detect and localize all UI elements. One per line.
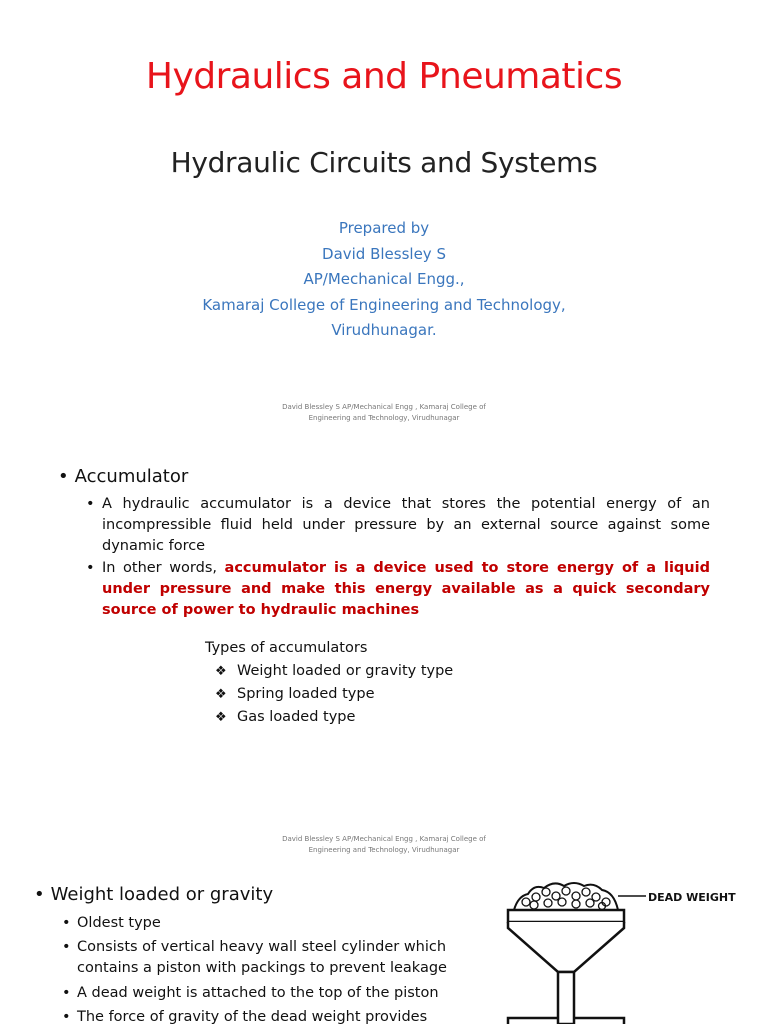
heading-text: Weight loaded or gravity (50, 884, 274, 905)
presentation-subtitle: Hydraulic Circuits and Systems (170, 146, 598, 179)
bullet-item (62, 983, 470, 1004)
dead-weight-accumulator-figure (478, 872, 740, 1024)
bullet-text (102, 558, 710, 621)
weight-container (508, 910, 624, 972)
weight-loaded-heading (34, 884, 273, 905)
bullet-item (62, 1007, 470, 1028)
accumulator-slide (0, 432, 768, 864)
footer-line: David Blessley S AP/Mechanical Engg , Kamaraj College of (282, 835, 486, 843)
types-heading: Types of accumulators (205, 640, 368, 656)
weight-loaded-slide (0, 864, 768, 1024)
accumulator-types (205, 637, 453, 729)
bullet-definition (86, 494, 710, 557)
dead-weight-label: DEAD WEIGHT (648, 891, 736, 904)
footer-line: Engineering and Technology, Virudhunagar (308, 846, 460, 854)
bullet-dot: • (62, 985, 71, 1001)
heading-text: Accumulator (74, 466, 189, 487)
author-line: Virudhunagar. (331, 321, 437, 339)
type-item (205, 706, 453, 729)
footer-line: Engineering and Technology, Virudhunagar (308, 414, 460, 422)
title-slide (0, 0, 768, 432)
bullet-dot: • (62, 915, 71, 931)
accumulator-heading (58, 466, 188, 487)
emphasis-text: accumulator is a device used to store energy of a liquid under pressure and make this energy available as a quick secondary source of power to hydraulic machines (102, 560, 710, 618)
bullet-prefix: In other words, (102, 560, 225, 576)
bullet-text: Oldest type (77, 915, 161, 931)
piston-ram (558, 972, 574, 1024)
type-item (205, 683, 453, 706)
type-label: Gas loaded type (237, 709, 356, 725)
bullet-item (62, 937, 470, 979)
type-label: Weight loaded or gravity type (237, 663, 454, 679)
author-block (0, 216, 768, 344)
type-label: Spring loaded type (237, 686, 375, 702)
bullet-dot: • (86, 496, 95, 512)
type-item (205, 660, 453, 683)
bullet-text: A dead weight is attached to the top of the piston (77, 985, 439, 1001)
bullet-text: A hydraulic accumulator is a device that stores the potential energy of an incompressible fluid held under pressure by an external source against some dynamic force (102, 496, 710, 554)
author-line: David Blessley S (322, 244, 446, 263)
bullet-text: Consists of vertical heavy wall steel cylinder which contains a piston with packings to prevent leakage (77, 939, 447, 976)
author-line: AP/Mechanical Engg., (303, 270, 465, 288)
presentation-title: Hydraulics and Pneumatics (145, 56, 623, 97)
bullet-text: The force of gravity of the dead weight provides (77, 1009, 428, 1025)
author-line: Kamaraj College of Engineering and Technology, (202, 295, 566, 314)
bullet-dot: • (86, 560, 95, 576)
bullet-item (62, 913, 470, 934)
slide-footer (0, 402, 768, 424)
bullet-in-other-words (86, 558, 710, 621)
dead-weight-pile (514, 883, 618, 910)
slide-footer (0, 834, 768, 856)
bullet-dot: • (62, 939, 71, 955)
author-line: Prepared by (338, 219, 430, 237)
bullet-dot: • (62, 1009, 71, 1025)
footer-line: David Blessley S AP/Mechanical Engg , Kamaraj College of (282, 403, 486, 411)
